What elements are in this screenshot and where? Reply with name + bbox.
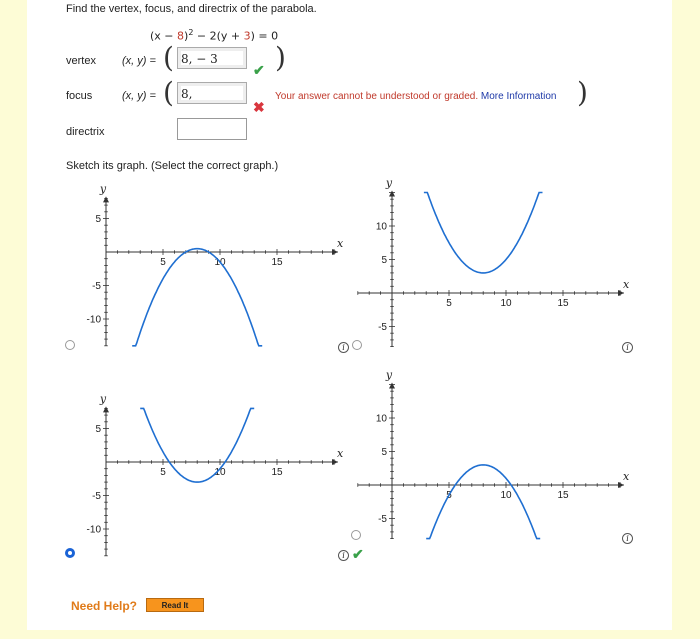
x-tick-label: 15 <box>271 467 283 478</box>
y-tick-label: 10 <box>375 221 387 233</box>
graph-option-1-radio[interactable] <box>65 340 75 350</box>
focus-error-message <box>275 91 556 102</box>
vertex-close-paren: ) <box>275 41 286 74</box>
error-text: Your answer cannot be understood or graded. <box>275 91 479 102</box>
x-tick-label: 15 <box>271 257 283 268</box>
y-axis-label: y <box>99 182 107 196</box>
equation-part: − 2(y + <box>193 29 244 43</box>
equation-part: ) <box>184 29 189 43</box>
y-tick-label: 10 <box>375 413 387 425</box>
x-axis-label: x <box>337 447 344 460</box>
right-margin-strip <box>672 0 700 639</box>
y-axis-arrow <box>389 191 395 197</box>
y-axis-label: y <box>385 176 393 190</box>
y-axis-arrow <box>103 406 109 412</box>
vertex-input[interactable]: 8, − 3 <box>177 47 247 69</box>
check-icon: ✔ <box>253 62 265 78</box>
focus-label: focus <box>66 90 93 102</box>
vertex-open-paren: ( <box>163 41 174 74</box>
y-axis-label: y <box>99 392 107 406</box>
x-tick-label: 10 <box>214 257 226 268</box>
read-it-button[interactable]: Read It <box>146 598 204 612</box>
y-tick-label: -5 <box>92 491 101 502</box>
x-axis-label: x <box>337 237 344 250</box>
graph-option-3 <box>76 388 344 558</box>
graph-option-4-radio[interactable] <box>351 530 361 540</box>
y-tick-label: -10 <box>86 524 101 536</box>
x-axis-label: x <box>623 470 630 483</box>
directrix-input[interactable] <box>177 118 247 140</box>
bottom-margin-strip <box>27 630 672 639</box>
info-icon[interactable]: i <box>622 533 633 544</box>
y-axis-arrow <box>389 383 395 389</box>
y-tick-label: -5 <box>92 281 101 292</box>
cross-icon: ✖ <box>253 99 265 115</box>
x-axis-label: x <box>623 278 630 291</box>
vertex-label: vertex <box>66 55 96 67</box>
focus-input[interactable]: 8, <box>177 82 247 104</box>
equation-h: 8 <box>177 29 185 43</box>
y-axis-label: y <box>385 368 393 382</box>
y-tick-label: -5 <box>378 322 387 333</box>
sketch-prompt: Sketch its graph. (Select the correct graph.) <box>66 160 279 172</box>
equation-part: ) = 0 <box>250 29 279 43</box>
graph-option-1 <box>76 178 344 348</box>
y-tick-label: 5 <box>95 424 101 435</box>
equation-part: (x − <box>150 29 178 43</box>
focus-open-paren: ( <box>163 76 174 109</box>
x-tick-label: 15 <box>557 490 569 501</box>
question-prompt: Find the vertex, focus, and directrix of the parabola. <box>66 3 317 15</box>
x-tick-label: 5 <box>446 490 452 501</box>
focus-prefix: (x, y) = <box>122 90 156 102</box>
x-tick-label: 5 <box>446 298 452 309</box>
parabola-curve <box>140 408 254 482</box>
y-tick-label: 5 <box>381 255 387 266</box>
info-icon[interactable]: i <box>622 342 633 353</box>
parabola-curve <box>424 193 543 273</box>
equation-exponent: 2 <box>188 28 194 37</box>
x-tick-label: 10 <box>500 298 512 309</box>
graph-option-3-radio[interactable] <box>65 548 75 558</box>
x-tick-label: 5 <box>160 467 166 478</box>
check-icon: ✔ <box>352 546 364 562</box>
need-help-label: Need Help? <box>71 599 138 613</box>
x-tick-label: 5 <box>160 257 166 268</box>
graph-option-4 <box>358 368 630 542</box>
y-axis-arrow <box>103 196 109 202</box>
x-tick-label: 10 <box>500 490 512 501</box>
equation-k: 3 <box>243 29 251 43</box>
graph-option-2 <box>358 176 630 348</box>
y-tick-label: 5 <box>95 214 101 225</box>
parabola-curve <box>132 249 262 346</box>
directrix-label: directrix <box>66 126 105 138</box>
parabola-curve <box>426 465 540 539</box>
vertex-prefix: (x, y) = <box>122 55 156 67</box>
focus-close-paren: ) <box>577 76 588 109</box>
info-icon[interactable]: i <box>338 550 349 561</box>
left-margin-strip <box>0 0 27 639</box>
x-tick-label: 10 <box>214 467 226 478</box>
more-information-link[interactable]: More Information <box>480 91 557 102</box>
y-tick-label: -5 <box>378 514 387 525</box>
x-tick-label: 15 <box>557 298 569 309</box>
y-tick-label: 5 <box>381 447 387 458</box>
info-icon[interactable]: i <box>338 342 349 353</box>
graph-option-2-radio[interactable] <box>352 340 362 350</box>
y-tick-label: -10 <box>86 314 101 326</box>
